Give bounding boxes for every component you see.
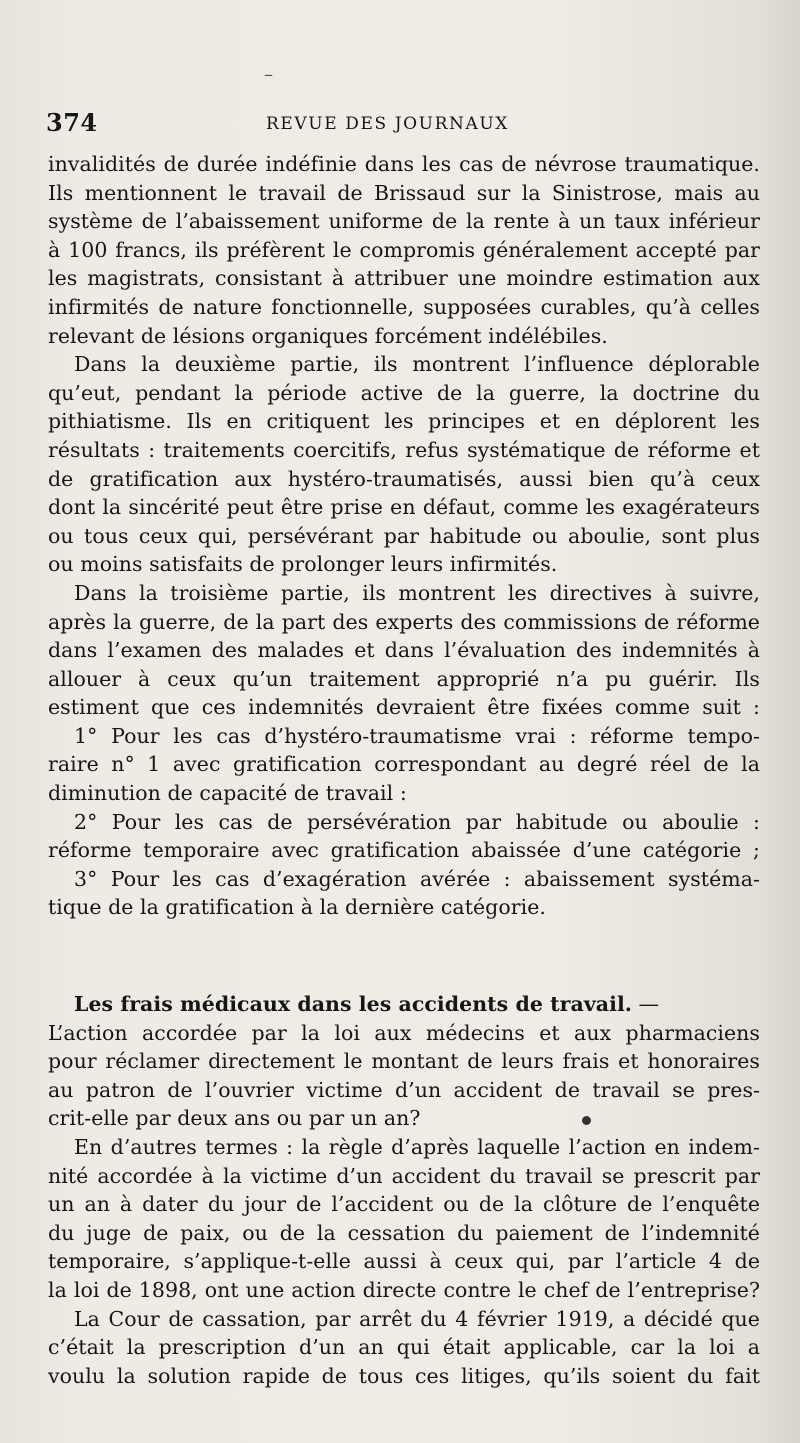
text-line: L’action accordée par la loi aux médecins et aux pharmaciens xyxy=(48,1020,760,1045)
text-line: dont la sincérité peut être prise en défaut, comme les exagérateurs xyxy=(48,495,760,520)
top-mark: – xyxy=(264,64,273,85)
section-title: Les frais médicaux dans les accidents de travail. xyxy=(74,992,632,1016)
body-text-section-1 xyxy=(48,150,760,922)
text-line: nité accordée à la victime d’un accident du travail se prescrit par xyxy=(48,1163,760,1188)
page-number: 374 xyxy=(46,108,98,137)
text-line: un an à dater du jour de l’accident ou de la clôture de l’enquête xyxy=(48,1192,760,1217)
text-line: infirmités de nature fonctionnelle, supposées curables, qu’à celles xyxy=(48,294,760,319)
text-line: Ils mentionnent le travail de Brissaud sur la Sinistrose, mais au xyxy=(48,180,760,205)
text-line: réforme temporaire avec gratification abaissée d’une catégorie ; xyxy=(48,838,760,863)
text-line: relevant de lésions organiques forcément indélébiles. xyxy=(48,323,608,348)
text-line: résultats : traitements coercitifs, refus systématique de réforme et xyxy=(48,437,760,462)
text-line: dans l’examen des malades et dans l’évaluation des indemnités à xyxy=(48,638,760,663)
text-line: Dans la deuxième partie, ils montrent l’influence déplorable xyxy=(74,352,760,377)
ink-spot xyxy=(582,1116,591,1125)
text-line: 2° Pour les cas de persévération par habitude ou aboulie : xyxy=(74,809,760,834)
text-line: pithiatisme. Ils en critiquent les principes et en déplorent les xyxy=(48,409,760,434)
text-line: du juge de paix, ou de la cessation du paiement de l’indemnité xyxy=(48,1220,760,1245)
text-line: estiment que ces indemnités devraient être fixées comme suit : xyxy=(48,695,760,720)
text-line: raire n° 1 avec gratification correspondant au degré réel de la xyxy=(48,752,760,777)
text-line: La Cour de cassation, par arrêt du 4 février 1919, a décidé que xyxy=(74,1306,760,1331)
text-line: ou tous ceux qui, persévérant par habitude ou aboulie, sont plus xyxy=(48,523,760,548)
text-line: crit-elle par deux ans ou par un an? xyxy=(48,1106,421,1131)
text-line: invalidités de durée indéfinie dans les cas de névrose traumatique. xyxy=(48,152,760,176)
text-line: qu’eut, pendant la période active de la guerre, la doctrine du xyxy=(48,380,760,405)
text-line: la loi de 1898, ont une action directe contre le chef de l’entreprise? xyxy=(48,1277,760,1302)
text-line: allouer à ceux qu’un traitement approprié n’a pu guérir. Ils xyxy=(48,666,760,691)
text-line: 1° Pour les cas d’hystéro-traumatisme vrai : réforme tempo- xyxy=(74,723,760,748)
text-line: 3° Pour les cas d’exagération avérée : abaissement systéma- xyxy=(74,866,760,891)
text-line: les magistrats, consistant à attribuer une moindre estimation aux xyxy=(48,266,760,291)
text-line: à 100 francs, ils préfèrent le compromis généralement accepté par xyxy=(48,237,760,262)
text-line: voulu la solution rapide de tous ces litiges, qu’ils soient du fait xyxy=(48,1363,760,1388)
section-title-line xyxy=(48,990,760,1019)
running-head: REVUE DES JOURNAUX xyxy=(266,114,509,134)
text-line: Dans la troisième partie, ils montrent les directives à suivre, xyxy=(74,580,760,605)
title-dash: — xyxy=(631,992,660,1016)
text-line: au patron de l’ouvrier victime d’un accident de travail se pres- xyxy=(48,1077,760,1102)
text-line: après la guerre, de la part des experts des commissions de réforme xyxy=(48,609,760,634)
text-line: système de l’abaissement uniforme de la rente à un taux inférieur xyxy=(48,209,760,234)
text-line: ou moins satisfaits de prolonger leurs infirmités. xyxy=(48,552,558,577)
page-header xyxy=(46,108,758,144)
text-line: c’était la prescription d’un an qui était applicable, car la loi a xyxy=(48,1335,760,1360)
body-text-section-2 xyxy=(48,990,760,1390)
text-line: temporaire, s’applique-t-elle aussi à ceux qui, par l’article 4 de xyxy=(48,1249,760,1274)
text-line: pour réclamer directement le montant de leurs frais et honoraires xyxy=(48,1049,760,1074)
text-line: En d’autres termes : la règle d’après laquelle l’action en indem- xyxy=(74,1134,760,1159)
text-line: de gratification aux hystéro-traumatisés, aussi bien qu’à ceux xyxy=(48,466,760,491)
text-line: diminution de capacité de travail : xyxy=(48,781,407,806)
text-line: tique de la gratification à la dernière catégorie. xyxy=(48,895,546,920)
